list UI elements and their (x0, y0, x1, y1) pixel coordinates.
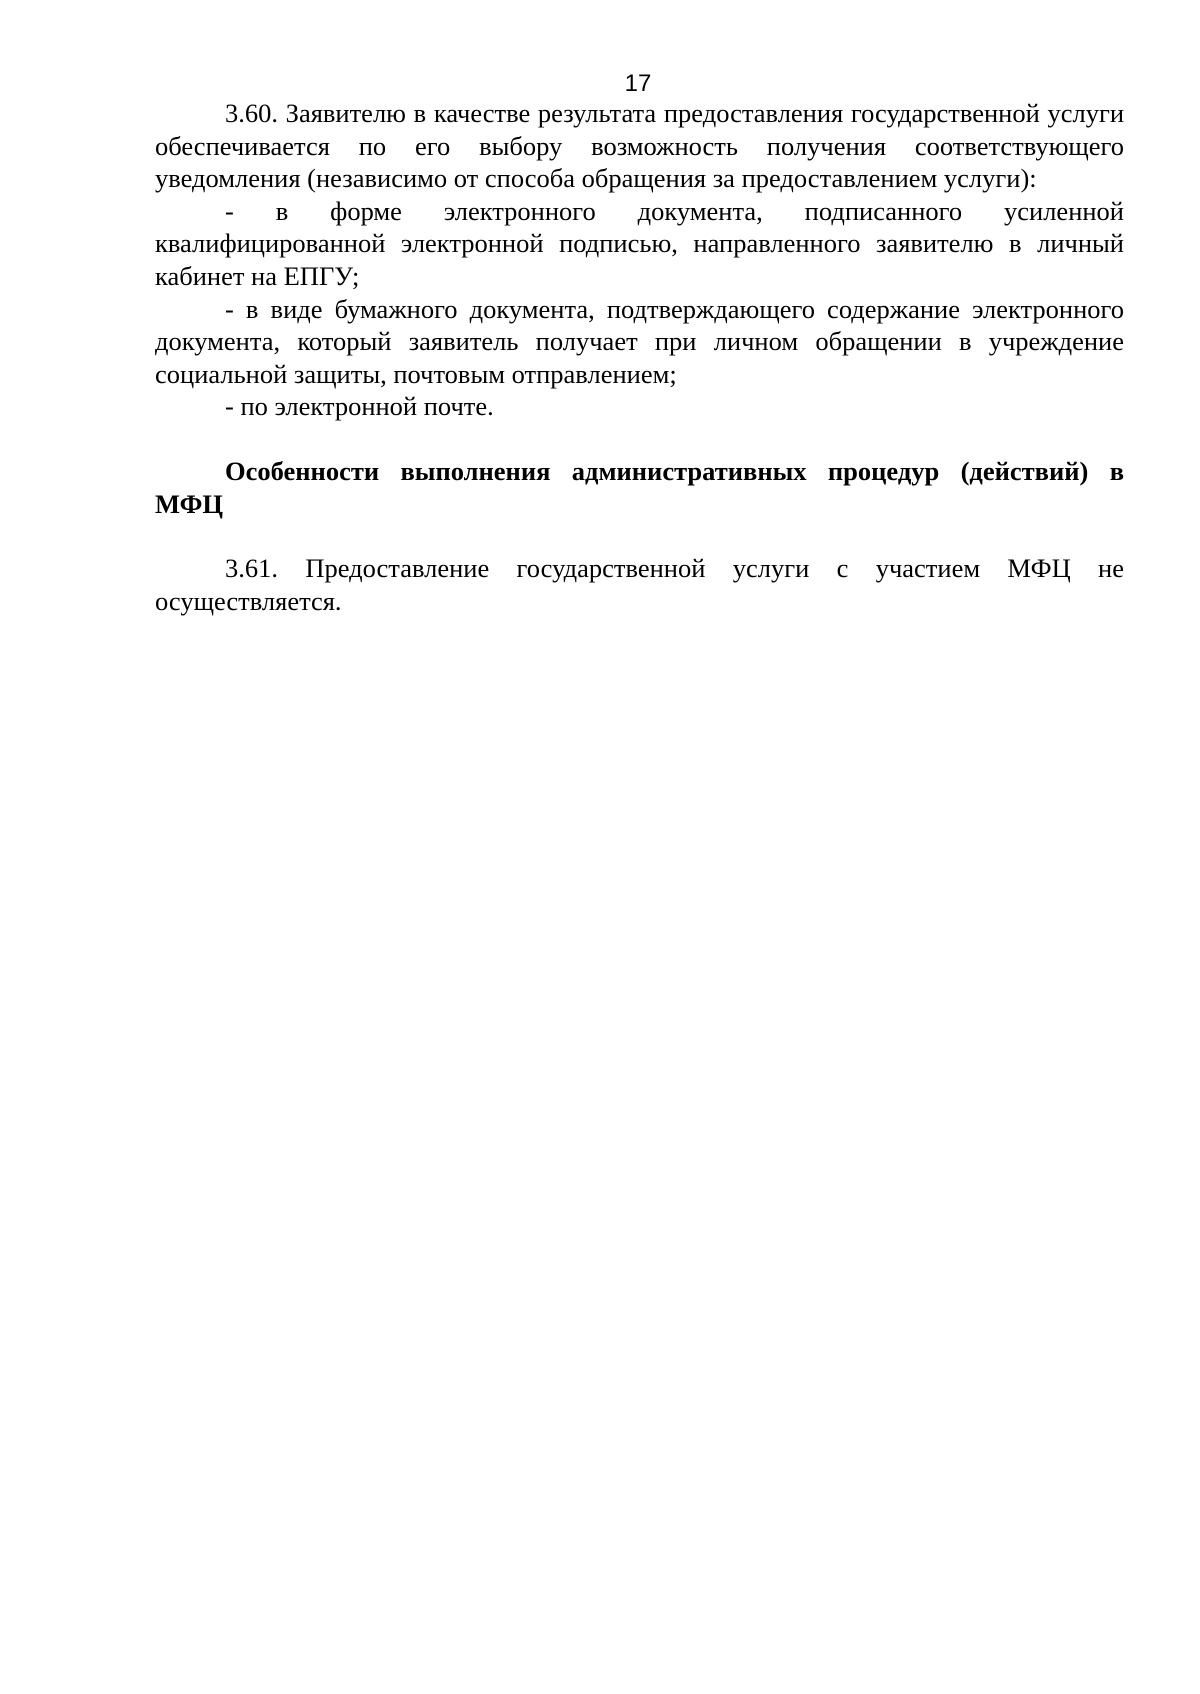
list-item-email: - по электронной почте. (225, 391, 494, 422)
section-heading-mfc: Особенности выполнения административных процедур (действий) в МФЦ (155, 455, 1124, 519)
list-item-electronic-document: - в форме электронного документа, подписанного усиленной квалифицированной электронной подписью, направленного заявителю в личный кабинет на ЕПГУ; (155, 195, 1124, 291)
document-body (155, 97, 1124, 617)
list-item-paper-document: - в виде бумажного документа, подтверждающего содержание электронного документа, который заявитель получает при личном обращении в учреждение социальной защиты, почтовым отправлением; (155, 293, 1124, 389)
paragraph-3-60: 3.60. Заявителю в качестве результата предоставления государственной услуги обеспечивается по его выбору возможность получения соответствующего уведомления (независимо от способа обращения за предоставлением услуги): (155, 98, 1124, 194)
paragraph-3-61: 3.61. Предоставление государственной услуги с участием МФЦ не осуществляется. (155, 553, 1124, 616)
page-number: 17 (624, 70, 652, 97)
